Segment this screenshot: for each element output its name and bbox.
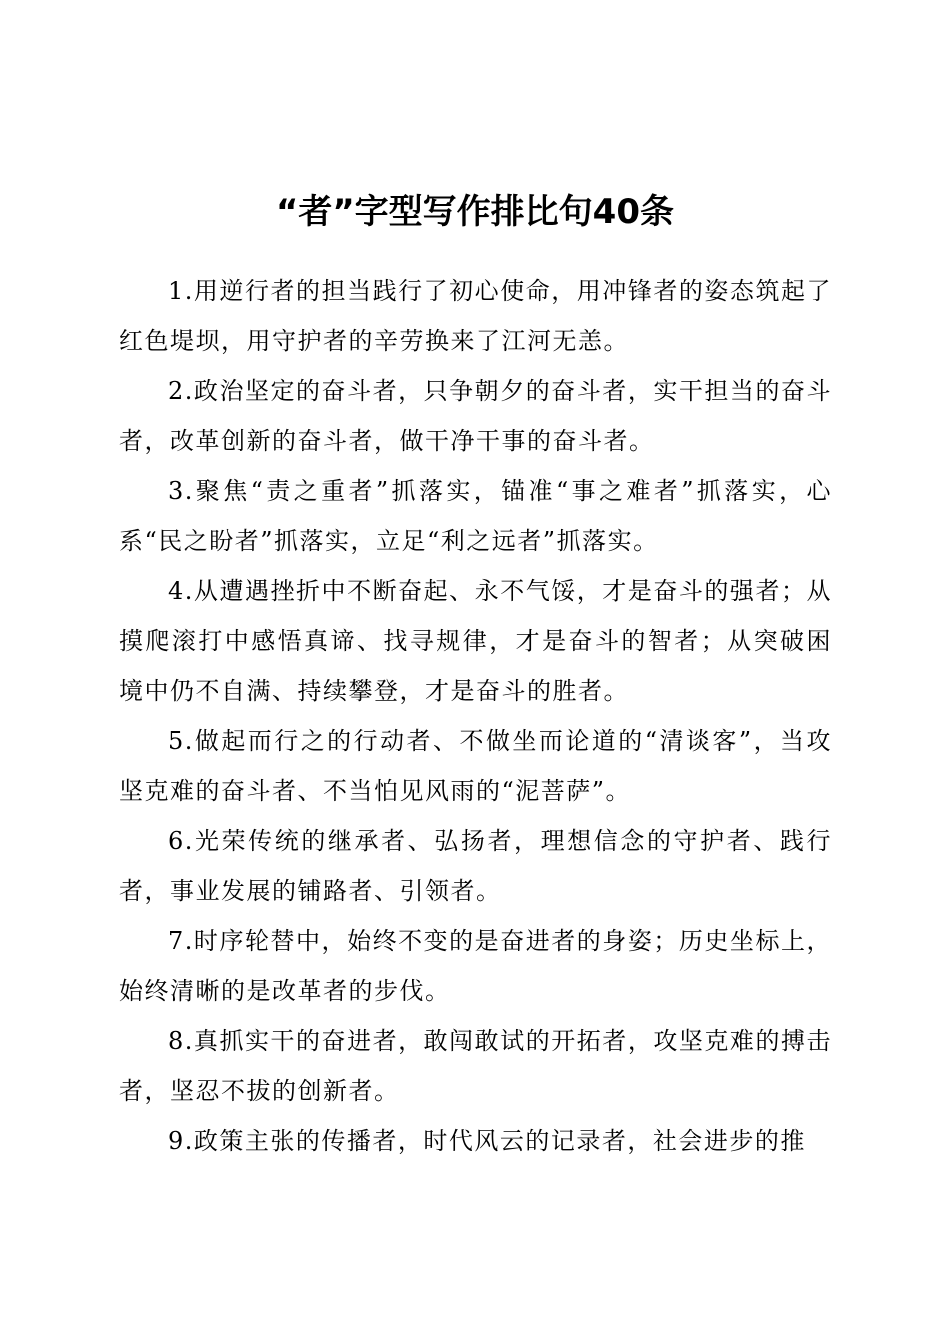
paragraph-6: 6.光荣传统的继承者、弘扬者，理想信念的守护者、践行者，事业发展的铺路者、引领者。 [119, 827, 832, 905]
paragraph-8: 8.真抓实干的奋进者，敢闯敢试的开拓者，攻坚克难的搏击者，坚忍不拔的创新者。 [119, 1027, 832, 1105]
document-body [119, 266, 832, 1166]
page-title: “者”字型写作排比句40条 [275, 192, 674, 232]
paragraph-9: 9.政策主张的传播者，时代风云的记录者，社会进步的推 [168, 1127, 806, 1155]
paragraph-7: 7.时序轮替中，始终不变的是奋进者的身姿；历史坐标上，始终清晰的是改革者的步伐。 [119, 927, 832, 1005]
paragraph-2: 2.政治坚定的奋斗者，只争朝夕的奋斗者，实干担当的奋斗者，改革创新的奋斗者，做干净干事的奋斗者。 [119, 377, 832, 455]
paragraph-1: 1.用逆行者的担当践行了初心使命，用冲锋者的姿态筑起了红色堤坝，用守护者的辛劳换来了江河无恙。 [119, 277, 832, 355]
paragraph-3: 3.聚焦“责之重者”抓落实，锚准“事之难者”抓落实，心系“民之盼者”抓落实，立足“利之远者”抓落实。 [119, 477, 832, 555]
paragraph-4: 4.从遭遇挫折中不断奋起、永不气馁，才是奋斗的强者；从摸爬滚打中感悟真谛、找寻规律，才是奋斗的智者；从突破困境中仍不自满、持续攀登，才是奋斗的胜者。 [119, 577, 832, 705]
paragraph-5: 5.做起而行之的行动者、不做坐而论道的“清谈客”，当攻坚克难的奋斗者、不当怕见风雨的“泥菩萨”。 [119, 727, 832, 805]
